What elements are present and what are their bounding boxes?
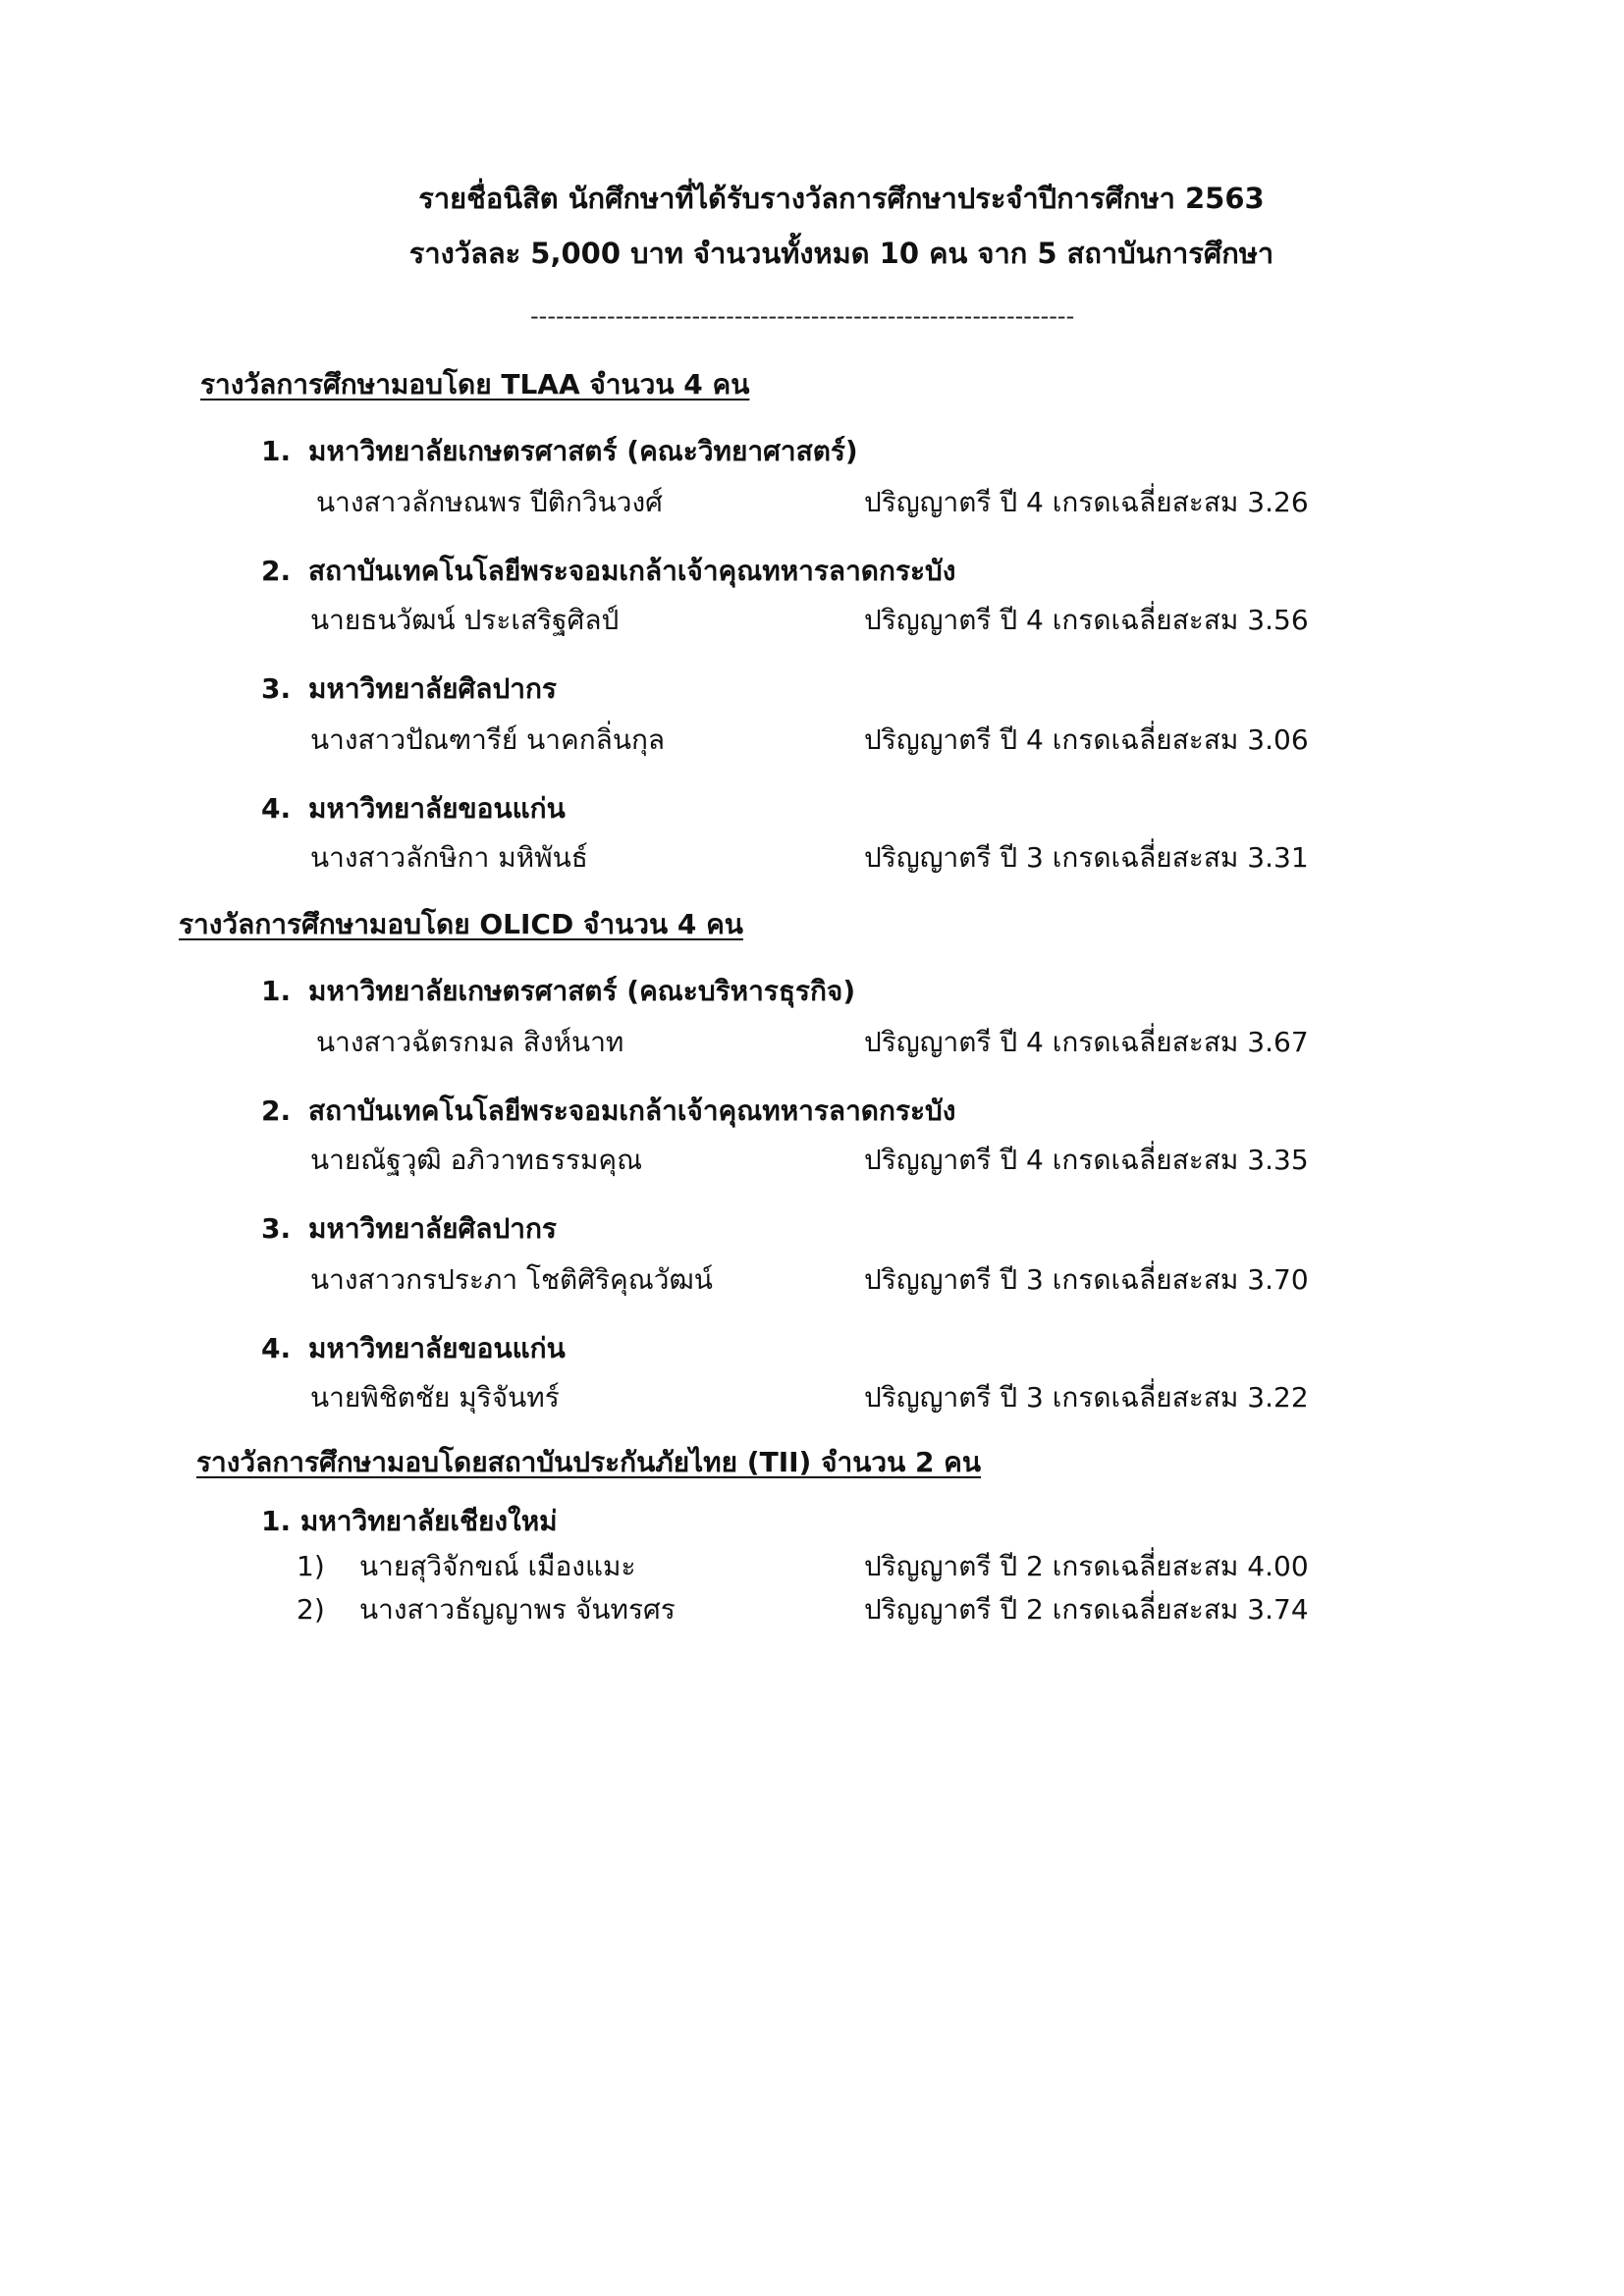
institution-heading <box>261 1329 566 1368</box>
item-number: 1) <box>297 1550 325 1582</box>
recipient-detail: ปริญญาตรี ปี 2 เกรดเฉลี่ยสะสม 4.00 <box>864 1550 1309 1582</box>
recipient-detail: ปริญญาตรี ปี 3 เกรดเฉลี่ยสะสม 3.70 <box>864 1263 1309 1296</box>
institution-name: มหาวิทยาลัยขอนแก่น <box>308 1332 566 1364</box>
item-number: 4. <box>261 1332 292 1364</box>
institution-heading <box>261 669 557 709</box>
recipient-name: นายพิชิตชัย มุริจันทร์ <box>310 1381 560 1414</box>
institution-name: สถาบันเทคโนโลยีพระจอมเกล้าเจ้าคุณทหารลาดกระบัง <box>308 555 956 587</box>
recipient-name: นายณัฐวุฒิ อภิวาทธรรมคุณ <box>310 1144 643 1176</box>
document-subtitle: รางวัลละ 5,000 บาท จำนวนทั้งหมด 10 คน จาก 5 สถาบันการศึกษา <box>408 237 1274 270</box>
section-heading-tlaa: รางวัลการศึกษามอบโดย TLAA จำนวน 4 คน <box>200 368 750 400</box>
recipient-detail: ปริญญาตรี ปี 4 เกรดเฉลี่ยสะสม 3.06 <box>864 723 1309 756</box>
institution-heading <box>261 552 955 591</box>
recipient-name: นายสุวิจักขณ์ เมืองแมะ <box>359 1550 636 1582</box>
recipient-detail: ปริญญาตรี ปี 2 เกรดเฉลี่ยสะสม 3.74 <box>864 1593 1309 1626</box>
institution-name: มหาวิทยาลัยเกษตรศาสตร์ (คณะวิทยาศาสตร์) <box>308 435 858 467</box>
item-number: 3. <box>261 1212 292 1245</box>
divider: ---------------------------------------------------------------- <box>530 302 1075 330</box>
recipient-name: นายธนวัฒน์ ประเสริฐศิลป์ <box>310 604 620 636</box>
recipient-name: นางสาวธัญญาพร จันทรศร <box>359 1593 676 1626</box>
recipient-name: นางสาวกรประภา โชติศิริคุณวัฒน์ <box>310 1263 713 1296</box>
item-number: 4. <box>261 792 292 825</box>
recipient-detail: ปริญญาตรี ปี 4 เกรดเฉลี่ยสะสม 3.67 <box>864 1026 1309 1058</box>
institution-name: มหาวิทยาลัยศิลปากร <box>308 672 557 705</box>
recipient-name: นางสาวลักษิกา มหิพันธ์ <box>310 841 588 874</box>
document-title: รายชื่อนิสิต นักศึกษาที่ได้รับรางวัลการศึกษาประจำปีการศึกษา 2563 <box>418 182 1265 215</box>
item-number: 2) <box>297 1593 325 1626</box>
institution-heading <box>261 1092 955 1131</box>
recipient-detail: ปริญญาตรี ปี 4 เกรดเฉลี่ยสะสม 3.26 <box>864 486 1309 518</box>
institution-heading <box>261 432 858 471</box>
institution-heading: 1. มหาวิทยาลัยเชียงใหม่ <box>261 1505 558 1537</box>
item-number: 3. <box>261 672 292 705</box>
institution-name: มหาวิทยาลัยศิลปากร <box>308 1212 557 1245</box>
recipient-name: นางสาวฉัตรกมล สิงห์นาท <box>316 1026 624 1058</box>
item-number: 2. <box>261 555 292 587</box>
item-number: 2. <box>261 1095 292 1127</box>
recipient-detail: ปริญญาตรี ปี 4 เกรดเฉลี่ยสะสม 3.35 <box>864 1144 1309 1176</box>
section-heading-tii: รางวัลการศึกษามอบโดยสถาบันประกันภัยไทย (TII) จำนวน 2 คน <box>196 1446 982 1478</box>
institution-name: สถาบันเทคโนโลยีพระจอมเกล้าเจ้าคุณทหารลาดกระบัง <box>308 1095 956 1127</box>
item-number: 1. <box>261 435 292 467</box>
recipient-name: นางสาวลักษณพร ปีติกวินวงศ์ <box>316 486 663 518</box>
section-heading-olicd: รางวัลการศึกษามอบโดย OLICD จำนวน 4 คน <box>179 908 743 940</box>
recipient-detail: ปริญญาตรี ปี 3 เกรดเฉลี่ยสะสม 3.31 <box>864 841 1309 874</box>
recipient-detail: ปริญญาตรี ปี 3 เกรดเฉลี่ยสะสม 3.22 <box>864 1381 1309 1414</box>
institution-heading <box>261 789 566 828</box>
institution-heading <box>261 1209 557 1249</box>
institution-name: มหาวิทยาลัยเกษตรศาสตร์ (คณะบริหารธุรกิจ) <box>308 975 856 1007</box>
recipient-name: นางสาวปัณฑารีย์ นาคกลิ่นกุล <box>310 723 666 756</box>
item-number: 1. <box>261 975 292 1007</box>
recipient-detail: ปริญญาตรี ปี 4 เกรดเฉลี่ยสะสม 3.56 <box>864 604 1309 636</box>
institution-heading <box>261 972 855 1011</box>
institution-name: มหาวิทยาลัยขอนแก่น <box>308 792 566 825</box>
